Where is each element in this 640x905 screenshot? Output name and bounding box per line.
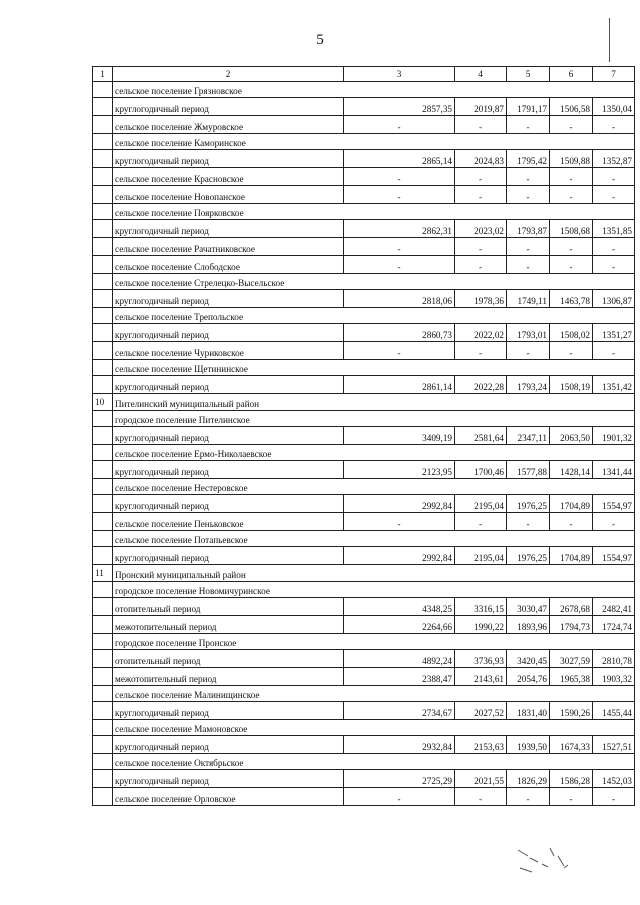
settlement-row (93, 238, 635, 256)
value-cell: 2195,04 (455, 547, 507, 565)
period-label: круглогодичный период (113, 461, 344, 479)
settlement-row (93, 204, 635, 220)
value-cell: 2264,66 (344, 616, 455, 634)
row-number-empty (93, 479, 113, 495)
value-cell: 2932,84 (344, 736, 455, 754)
value-cell: 1508,19 (550, 376, 593, 394)
value-cell: - (550, 342, 593, 360)
value-cell: - (593, 116, 635, 134)
row-number-empty (93, 308, 113, 324)
settlement-row (93, 168, 635, 186)
settlement-name: городское поселение Пронское (113, 634, 635, 650)
value-cell: 1352,87 (593, 150, 635, 168)
row-number-empty (93, 324, 113, 342)
district-row (93, 565, 635, 582)
value-cell: - (455, 342, 507, 360)
value-cell: 4892,24 (344, 650, 455, 668)
value-cell: 1554,97 (593, 495, 635, 513)
period-label: круглогодичный период (113, 736, 344, 754)
value-cell: - (593, 186, 635, 204)
value-cell: - (507, 342, 550, 360)
row-number-empty (93, 634, 113, 650)
value-cell: 1990,22 (455, 616, 507, 634)
period-label: отопительный период (113, 650, 344, 668)
row-number-empty (93, 342, 113, 360)
value-cell: - (550, 513, 593, 531)
value-cell: 1350,04 (593, 98, 635, 116)
row-number-empty (93, 411, 113, 427)
value-cell: 1704,89 (550, 495, 593, 513)
value-cell: 1903,32 (593, 668, 635, 686)
settlement-name: сельское поселение Орловское (113, 788, 344, 806)
period-row (93, 650, 635, 668)
value-cell: 1508,68 (550, 220, 593, 238)
value-cell: 2388,47 (344, 668, 455, 686)
value-cell: 2861,14 (344, 376, 455, 394)
row-number-empty (93, 702, 113, 720)
row-number-empty (93, 668, 113, 686)
header-row (93, 67, 635, 82)
settlement-name: сельское поселение Чуриковское (113, 342, 344, 360)
row-number-empty (93, 616, 113, 634)
value-cell: 1508,02 (550, 324, 593, 342)
row-number-empty (93, 427, 113, 445)
row-number-empty (93, 788, 113, 806)
row-number-empty (93, 134, 113, 150)
period-row (93, 736, 635, 754)
value-cell: 1527,51 (593, 736, 635, 754)
period-row (93, 150, 635, 168)
value-cell: 2581,64 (455, 427, 507, 445)
value-cell: 2021,55 (455, 770, 507, 788)
value-cell: - (507, 238, 550, 256)
row-number-empty (93, 445, 113, 461)
settlement-row (93, 582, 635, 598)
value-cell: 1704,89 (550, 547, 593, 565)
value-cell: - (507, 788, 550, 806)
value-cell: - (550, 116, 593, 134)
settlement-row (93, 634, 635, 650)
value-cell: 3030,47 (507, 598, 550, 616)
row-number-empty (93, 290, 113, 308)
value-cell: - (344, 186, 455, 204)
value-cell: 3409,19 (344, 427, 455, 445)
period-label: круглогодичный период (113, 702, 344, 720)
settlement-name: сельское поселение Красновское (113, 168, 344, 186)
value-cell: - (593, 256, 635, 274)
district-name: Пителинский муниципальный район (113, 394, 635, 411)
header-cell: 6 (550, 67, 593, 82)
value-cell: - (344, 168, 455, 186)
value-cell: 3420,45 (507, 650, 550, 668)
row-number-empty (93, 650, 113, 668)
header-cell: 7 (593, 67, 635, 82)
settlement-name: сельское поселение Стрелецко-Высельское (113, 274, 635, 290)
value-cell: 1351,85 (593, 220, 635, 238)
value-cell: 3316,15 (455, 598, 507, 616)
row-number-empty (93, 150, 113, 168)
settlement-name: городское поселение Новомичуринское (113, 582, 635, 598)
settlement-name: сельское поселение Жмуровское (113, 116, 344, 134)
settlement-row (93, 256, 635, 274)
value-cell: - (593, 513, 635, 531)
value-cell: - (455, 168, 507, 186)
period-label: круглогодичный период (113, 427, 344, 445)
period-label: круглогодичный период (113, 547, 344, 565)
value-cell: 1976,25 (507, 495, 550, 513)
value-cell: 1749,11 (507, 290, 550, 308)
period-row (93, 547, 635, 565)
value-cell: - (593, 238, 635, 256)
row-number-empty (93, 274, 113, 290)
settlement-row (93, 274, 635, 290)
period-label: круглогодичный период (113, 324, 344, 342)
settlement-name: сельское поселение Грязновское (113, 82, 635, 98)
period-row (93, 98, 635, 116)
value-cell: - (344, 116, 455, 134)
row-number-empty (93, 238, 113, 256)
value-cell: 2862,31 (344, 220, 455, 238)
row-number-empty (93, 598, 113, 616)
header-cell: 1 (93, 67, 113, 82)
value-cell: 1590,26 (550, 702, 593, 720)
value-cell: 1826,29 (507, 770, 550, 788)
settlement-row (93, 342, 635, 360)
value-cell: 1341,44 (593, 461, 635, 479)
value-cell: - (344, 788, 455, 806)
period-row (93, 324, 635, 342)
header-cell: 2 (113, 67, 344, 82)
value-cell: 1452,03 (593, 770, 635, 788)
table-body (93, 82, 635, 806)
value-cell: 4348,25 (344, 598, 455, 616)
value-cell: 2023,02 (455, 220, 507, 238)
settlement-row (93, 116, 635, 134)
value-cell: - (507, 513, 550, 531)
period-row (93, 616, 635, 634)
settlement-name: сельское поселение Малинищинское (113, 686, 635, 702)
value-cell: - (550, 256, 593, 274)
value-cell: 2482,41 (593, 598, 635, 616)
value-cell: 1901,32 (593, 427, 635, 445)
value-cell: 2123,95 (344, 461, 455, 479)
row-number-empty (93, 98, 113, 116)
settlement-name: сельское поселение Нестеровское (113, 479, 635, 495)
value-cell: 2054,76 (507, 668, 550, 686)
row-number-empty (93, 770, 113, 788)
value-cell: 1577,88 (507, 461, 550, 479)
value-cell: 2022,28 (455, 376, 507, 394)
value-cell: 1794,73 (550, 616, 593, 634)
value-cell: - (550, 168, 593, 186)
period-row (93, 770, 635, 788)
row-number-empty (93, 220, 113, 238)
value-cell: 1674,33 (550, 736, 593, 754)
value-cell: - (550, 238, 593, 256)
value-cell: 1306,87 (593, 290, 635, 308)
value-cell: - (344, 342, 455, 360)
row-number: 11 (93, 565, 113, 582)
value-cell: - (507, 186, 550, 204)
value-cell: 2027,52 (455, 702, 507, 720)
value-cell: - (455, 186, 507, 204)
value-cell: 1793,24 (507, 376, 550, 394)
settlement-name: сельское поселение Слободское (113, 256, 344, 274)
value-cell: - (593, 168, 635, 186)
period-label: круглогодичный период (113, 290, 344, 308)
period-label: отопительный период (113, 598, 344, 616)
row-number-empty (93, 582, 113, 598)
value-cell: 1509,88 (550, 150, 593, 168)
settlement-row (93, 411, 635, 427)
value-cell: 1795,42 (507, 150, 550, 168)
period-row (93, 668, 635, 686)
settlement-row (93, 754, 635, 770)
value-cell: - (455, 238, 507, 256)
value-cell: 1586,28 (550, 770, 593, 788)
settlement-name: сельское поселение Пеньковское (113, 513, 344, 531)
period-label: межотопительный период (113, 616, 344, 634)
value-cell: 1831,40 (507, 702, 550, 720)
row-number-empty (93, 168, 113, 186)
period-label: круглогодичный период (113, 150, 344, 168)
value-cell: - (550, 788, 593, 806)
row-number-empty (93, 360, 113, 376)
row-number-empty (93, 686, 113, 702)
settlement-name: сельское поселение Щетининское (113, 360, 635, 376)
value-cell: 1793,87 (507, 220, 550, 238)
value-cell: 2019,87 (455, 98, 507, 116)
value-cell: 2992,84 (344, 547, 455, 565)
page-number: 5 (316, 32, 324, 48)
period-row (93, 427, 635, 445)
value-cell: 1554,97 (593, 547, 635, 565)
settlement-name: сельское поселение Ермо-Николаевское (113, 445, 635, 461)
row-number-empty (93, 513, 113, 531)
row-number: 10 (93, 394, 113, 411)
settlement-row (93, 720, 635, 736)
row-number-empty (93, 82, 113, 98)
value-cell: 1724,74 (593, 616, 635, 634)
value-cell: 2153,63 (455, 736, 507, 754)
settlement-row (93, 479, 635, 495)
settlement-name: сельское поселение Мамоновское (113, 720, 635, 736)
period-row (93, 702, 635, 720)
value-cell: - (455, 788, 507, 806)
district-row (93, 394, 635, 411)
value-cell: 1893,96 (507, 616, 550, 634)
value-cell: - (507, 168, 550, 186)
value-cell: 1463,78 (550, 290, 593, 308)
value-cell: 2347,11 (507, 427, 550, 445)
value-cell: 1976,25 (507, 547, 550, 565)
period-label: круглогодичный период (113, 220, 344, 238)
row-number-empty (93, 531, 113, 547)
period-row (93, 598, 635, 616)
period-row (93, 220, 635, 238)
value-cell: 1791,17 (507, 98, 550, 116)
value-cell: 1700,46 (455, 461, 507, 479)
period-label: круглогодичный период (113, 770, 344, 788)
value-cell: 2860,73 (344, 324, 455, 342)
value-cell: 1506,58 (550, 98, 593, 116)
settlement-name: сельское поселение Октябрьское (113, 754, 635, 770)
handwritten-marks (500, 838, 590, 888)
margin-line (609, 18, 610, 62)
value-cell: 2734,67 (344, 702, 455, 720)
value-cell: 1793,01 (507, 324, 550, 342)
value-cell: 3027,59 (550, 650, 593, 668)
value-cell: 1978,36 (455, 290, 507, 308)
settlement-name: сельское поселение Новопанское (113, 186, 344, 204)
settlement-name: сельское поселение Рачатниковское (113, 238, 344, 256)
value-cell: 1939,50 (507, 736, 550, 754)
district-name: Пронский муниципальный район (113, 565, 635, 582)
value-cell: - (455, 513, 507, 531)
row-number-empty (93, 116, 113, 134)
row-number-empty (93, 376, 113, 394)
value-cell: 2992,84 (344, 495, 455, 513)
row-number-empty (93, 720, 113, 736)
period-label: круглогодичный период (113, 495, 344, 513)
row-number-empty (93, 547, 113, 565)
value-cell: - (344, 513, 455, 531)
value-cell: 2143,61 (455, 668, 507, 686)
value-cell: 1351,42 (593, 376, 635, 394)
settlement-name: сельское поселение Трепольское (113, 308, 635, 324)
period-row (93, 495, 635, 513)
settlement-name: сельское поселение Поярковское (113, 204, 635, 220)
period-row (93, 376, 635, 394)
header-cell: 4 (455, 67, 507, 82)
row-number-empty (93, 461, 113, 479)
settlement-row (93, 308, 635, 324)
value-cell: 2810,78 (593, 650, 635, 668)
header-cell: 3 (344, 67, 455, 82)
settlement-name: сельское поселение Потапьевское (113, 531, 635, 547)
value-cell: 2022,02 (455, 324, 507, 342)
period-label: круглогодичный период (113, 376, 344, 394)
settlement-row (93, 360, 635, 376)
value-cell: - (593, 788, 635, 806)
settlement-row (93, 134, 635, 150)
settlement-row (93, 82, 635, 98)
row-number-empty (93, 736, 113, 754)
value-cell: 2818,06 (344, 290, 455, 308)
settlement-name: городское поселение Пителинское (113, 411, 635, 427)
period-row (93, 290, 635, 308)
row-number-empty (93, 186, 113, 204)
value-cell: - (455, 116, 507, 134)
value-cell: 1965,38 (550, 668, 593, 686)
period-label: круглогодичный период (113, 98, 344, 116)
value-cell: - (455, 256, 507, 274)
row-number-empty (93, 754, 113, 770)
value-cell: 2865,14 (344, 150, 455, 168)
settlement-row (93, 445, 635, 461)
header-cell: 5 (507, 67, 550, 82)
row-number-empty (93, 256, 113, 274)
value-cell: 3736,93 (455, 650, 507, 668)
value-cell: - (507, 116, 550, 134)
settlement-row (93, 788, 635, 806)
settlement-row (93, 513, 635, 531)
period-row (93, 461, 635, 479)
value-cell: - (344, 238, 455, 256)
value-cell: 1428,14 (550, 461, 593, 479)
tariff-table (92, 66, 635, 806)
value-cell: 1351,27 (593, 324, 635, 342)
value-cell: 2063,50 (550, 427, 593, 445)
settlement-row (93, 686, 635, 702)
value-cell: - (593, 342, 635, 360)
row-number-empty (93, 204, 113, 220)
row-number-empty (93, 495, 113, 513)
value-cell: - (344, 256, 455, 274)
value-cell: 2024,83 (455, 150, 507, 168)
value-cell: 1455,44 (593, 702, 635, 720)
period-label: межотопительный период (113, 668, 344, 686)
settlement-name: сельское поселение Каморинское (113, 134, 635, 150)
value-cell: 2195,04 (455, 495, 507, 513)
settlement-row (93, 186, 635, 204)
value-cell: - (507, 256, 550, 274)
value-cell: 2725,29 (344, 770, 455, 788)
value-cell: 2678,68 (550, 598, 593, 616)
settlement-row (93, 531, 635, 547)
value-cell: - (550, 186, 593, 204)
value-cell: 2857,35 (344, 98, 455, 116)
